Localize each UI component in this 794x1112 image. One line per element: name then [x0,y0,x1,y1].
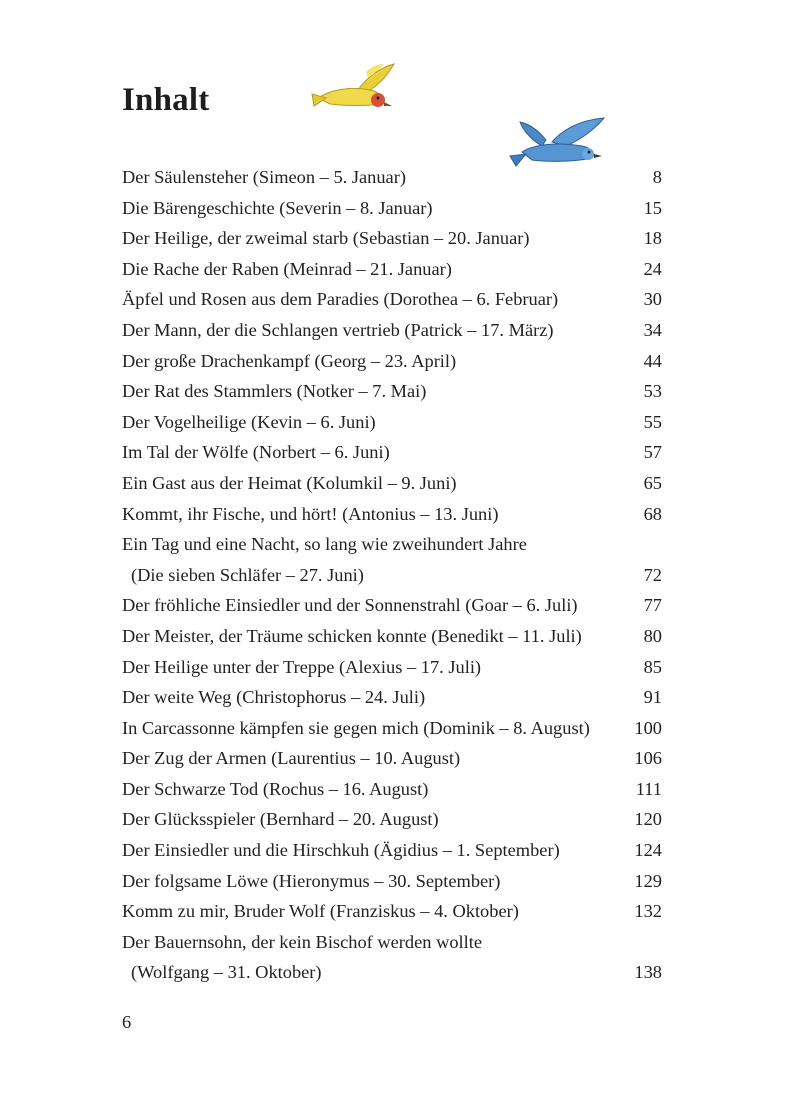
toc-page: 129 [634,870,662,891]
toc-title: Äpfel und Rosen aus dem Paradies (Dorothea – 6. Februar) [122,289,559,310]
toc-entry [122,774,662,805]
toc-entry [122,376,662,407]
toc-page: 85 [643,656,662,677]
toc-title: Der Zug der Armen (Laurentius – 10. August) [122,748,461,769]
toc-title: (Die sieben Schläfer – 27. Juni) [131,564,364,585]
page-number: 6 [122,1012,132,1032]
toc-page: 44 [643,350,662,371]
toc-title: Der große Drachenkampf (Georg – 23. April) [122,350,457,371]
toc-page: 138 [634,962,662,983]
toc-page: 15 [643,197,662,218]
toc-title: Der Vogelheilige (Kevin – 6. Juni) [122,411,376,432]
toc-entry [122,927,662,958]
toc-title: Die Rache der Raben (Meinrad – 21. Januar) [122,258,452,279]
yellow-bird-icon [308,60,400,120]
toc-entry [122,896,662,927]
toc-entry [122,254,662,285]
toc-title: Ein Gast aus der Heimat (Kolumkil – 9. Juni) [122,472,457,493]
toc-entry [122,499,662,530]
toc-page: 53 [643,381,662,402]
toc-title: Der Glücksspieler (Bernhard – 20. August) [122,809,439,830]
toc-page: 55 [643,411,662,432]
toc-title: Die Bärengeschichte (Severin – 8. Januar) [122,197,433,218]
toc-page: 120 [634,809,662,830]
toc-title: Der Meister, der Träume schicken konnte (Benedikt – 11. Juli) [122,625,582,646]
toc-title: Der Säulensteher (Simeon – 5. Januar) [122,167,406,187]
toc-title: Der weite Weg (Christophorus – 24. Juli) [122,687,426,708]
toc-page: 91 [643,687,662,708]
toc-page: 8 [652,167,662,187]
toc-page: 18 [643,228,662,249]
toc-entry-continuation [122,957,662,988]
toc-entry [122,315,662,346]
toc-title: In Carcassonne kämpfen sie gegen mich (Dominik – 8. August) [122,717,590,738]
toc-page: 80 [643,625,662,646]
toc-entry [122,346,662,377]
toc-title: Der Heilige unter der Treppe (Alexius – 17. Juli) [122,656,482,677]
toc-page: 106 [634,748,662,769]
page-title: Inhalt [122,82,210,118]
toc-title: Der Heilige, der zweimal starb (Sebastian – 20. Januar) [122,228,530,249]
toc-title: Ein Tag und eine Nacht, so lang wie zweihundert Jahre [122,534,527,555]
toc-title: Der Bauernsohn, der kein Bischof werden wollte [122,931,483,952]
toc-page: 30 [643,289,662,310]
toc-entry [122,193,662,224]
toc-page: 77 [643,595,662,616]
toc-entry [122,590,662,621]
toc-title: (Wolfgang – 31. Oktober) [131,962,322,983]
toc-entry [122,866,662,897]
toc-entry [122,682,662,713]
toc-entry [122,468,662,499]
toc-title: Der Mann, der die Schlangen vertrieb (Patrick – 17. März) [122,319,554,340]
toc-entry [122,835,662,866]
toc-entry [122,437,662,468]
toc-entry [122,652,662,683]
toc-page: 68 [643,503,662,524]
toc-page: 24 [643,258,662,279]
toc-page: 57 [643,442,662,463]
toc-entry [122,804,662,835]
toc-entry-continuation [122,560,662,591]
toc-entry [122,621,662,652]
toc-page: 132 [634,901,662,922]
toc-page: 34 [643,319,662,340]
toc-title: Der Schwarze Tod (Rochus – 16. August) [122,778,429,799]
toc-entry [122,407,662,438]
toc-entry [122,162,662,193]
toc-title: Der fröhliche Einsiedler und der Sonnenstrahl (Goar – 6. Juli) [122,595,578,616]
toc-entry [122,529,662,560]
toc-page: 72 [643,564,662,585]
toc-title: Der folgsame Löwe (Hieronymus – 30. September) [122,870,501,891]
toc-title: Der Einsiedler und die Hirschkuh (Ägidius – 1. September) [122,840,560,861]
toc-page: 111 [635,778,662,799]
toc-title: Der Rat des Stammlers (Notker – 7. Mai) [122,381,427,402]
toc-page: 124 [634,840,662,861]
table-of-contents [122,162,662,988]
toc-entry [122,713,662,744]
toc-page: 65 [643,472,662,493]
toc-page: 100 [634,717,662,738]
toc-title: Im Tal der Wölfe (Norbert – 6. Juni) [122,442,390,463]
toc-title: Kommt, ihr Fische, und hört! (Antonius – 13. Juni) [122,503,499,524]
toc-entry [122,284,662,315]
toc-entry [122,223,662,254]
toc-title: Komm zu mir, Bruder Wolf (Franziskus – 4. Oktober) [122,901,519,922]
toc-entry [122,743,662,774]
